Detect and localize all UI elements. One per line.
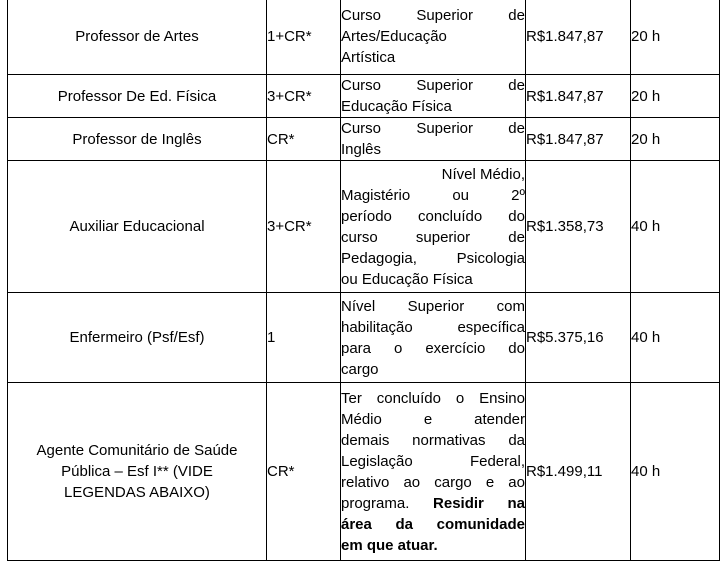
vagas-cell: 3+CR*: [267, 161, 341, 293]
carga-horaria-cell: 40 h: [631, 293, 720, 383]
cargo-line: Pública – Esf I** (VIDE: [61, 463, 213, 480]
cargo-line: Agente Comunitário de Saúde: [36, 442, 238, 459]
requisito-line: Nível Superior com: [341, 297, 525, 315]
table-row: [8, 161, 720, 293]
requisito-line: Legislação Federal,: [341, 452, 525, 470]
table-row: [8, 118, 720, 161]
cargo-cell: Enfermeiro (Psf/Esf): [8, 293, 267, 383]
requisito-line: curso superior de: [341, 228, 525, 246]
vagas-cell: 3+CR*: [267, 75, 341, 118]
requisito-line: habilitação específica: [341, 318, 525, 336]
requisito-line: relativo ao cargo e ao: [341, 473, 525, 491]
requisito-line: Pedagogia, Psicologia: [341, 249, 525, 267]
requisito-line: ou Educação Física: [341, 270, 473, 288]
vagas-cell: CR*: [267, 383, 341, 561]
requisitos-cell: [341, 293, 526, 383]
carga-horaria-cell: 20 h: [631, 0, 720, 75]
requisito-line: [341, 493, 525, 514]
requisitos-cell: [341, 75, 526, 118]
requisitos-cell: [341, 118, 526, 161]
requisito-line: Médio e atender: [341, 410, 525, 428]
requisito-line: Ter concluído o Ensino: [341, 389, 525, 407]
cargo-cell: Professor de Artes: [8, 0, 267, 75]
carga-horaria-cell: 40 h: [631, 161, 720, 293]
jobs-table: [7, 0, 720, 561]
cargo-cell: Professor de Inglês: [8, 118, 267, 161]
table-row: [8, 0, 720, 75]
carga-horaria-cell: 20 h: [631, 75, 720, 118]
requisito-line: Artística: [341, 49, 396, 66]
carga-horaria-cell: 20 h: [631, 118, 720, 161]
requisito-line: período concluído do: [341, 207, 525, 225]
salario-cell: R$1.847,87: [526, 75, 631, 118]
salario-cell: R$5.375,16: [526, 293, 631, 383]
carga-horaria-cell: 40 h: [631, 383, 720, 561]
salario-cell: R$1.358,73: [526, 161, 631, 293]
salario-cell: R$1.847,87: [526, 0, 631, 75]
requisitos-cell: [341, 383, 526, 561]
requisito-line: Curso Superior de: [341, 77, 525, 94]
requisito-text: programa.: [341, 494, 410, 512]
requisito-line: Curso Superior de: [341, 7, 525, 24]
requisito-line: Artes/Educação: [341, 28, 447, 45]
cargo-cell: Professor De Ed. Física: [8, 75, 267, 118]
requisito-line: Educação Física: [341, 98, 452, 115]
requisito-line: Magistério ou 2º: [341, 186, 525, 204]
requisito-line: demais normativas da: [341, 431, 525, 449]
requisitos-cell: [341, 161, 526, 293]
table-row: [8, 293, 720, 383]
salario-cell: R$1.847,87: [526, 118, 631, 161]
vagas-cell: 1: [267, 293, 341, 383]
vagas-cell: 1+CR*: [267, 0, 341, 75]
vagas-cell: CR*: [267, 118, 341, 161]
requisito-line: para o exercício do: [341, 339, 525, 357]
cargo-line: LEGENDAS ABAIXO): [64, 484, 210, 501]
salario-cell: R$1.499,11: [526, 383, 631, 561]
requisito-bold-text: Residir na: [433, 494, 526, 512]
requisito-line: em que atuar.: [341, 536, 438, 554]
cargo-cell: Auxiliar Educacional: [8, 161, 267, 293]
table-row: [8, 75, 720, 118]
requisito-line: área da comunidade: [341, 515, 525, 533]
requisito-line: cargo: [341, 360, 379, 378]
requisitos-cell: [341, 0, 526, 75]
requisito-line: Inglês: [341, 141, 382, 158]
requisito-line: Nível Médio,: [441, 165, 525, 183]
requisito-line: Curso Superior de: [341, 120, 525, 137]
cargo-cell: [8, 383, 267, 561]
table-row: [8, 383, 720, 561]
